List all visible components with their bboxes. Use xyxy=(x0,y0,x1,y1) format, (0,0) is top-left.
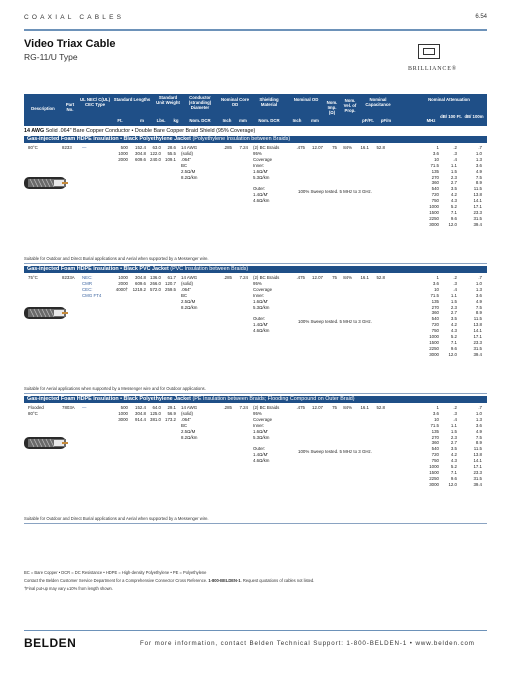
col-standard-length: Standard Lengths xyxy=(113,97,151,102)
cell-description: 80°C xyxy=(28,145,38,150)
col-velocity: Nom. Vel. of Prop. xyxy=(343,98,357,113)
section-band xyxy=(24,136,487,143)
cell-db-m: .7 1.0 1.3 3.6 4.9 7.5 8.9 11.5 13.8 14.1 17.1 23.3 31.5 39.4 xyxy=(473,145,482,227)
cell-db-m: .7 1.0 1.3 3.6 4.9 7.5 8.9 11.5 13.8 14.1 17.1 23.3 31.5 39.4 xyxy=(473,405,482,487)
table-header xyxy=(24,94,487,126)
application-note: Suitable for Aerial applications when supported by a Messenger wire and for Outdoor applications. xyxy=(24,386,206,391)
cable-illustration-icon xyxy=(24,151,68,227)
col-description: Description xyxy=(31,106,55,111)
col-weight-lbs: Lbs. xyxy=(156,118,166,123)
cell-core-inch: .285 xyxy=(223,145,232,150)
cell-ul-type: NEC: CMR CEC: CMG FT4 xyxy=(82,275,102,298)
product-subtitle: RG-11/U Type xyxy=(24,52,78,62)
top-divider xyxy=(24,29,487,31)
section-band-title: Gas-injected Foam HDPE Insulation • Black Polyethylene Jacket xyxy=(27,396,191,402)
cable-illustration-icon xyxy=(24,411,68,487)
cell-ul-type: — xyxy=(82,145,87,150)
bottom-divider xyxy=(24,630,487,631)
cell-shielding: (2) BC Braids 95% Coverage Inner: 1.6Ω/M’ 5.3Ω/km Outer: 1.4Ω/M’ 4.6Ω/km xyxy=(253,275,280,334)
cell-weight-kg: 61.7 120.7 259.5 xyxy=(165,275,176,292)
col-impedance: Nom. Imp. (Ω) xyxy=(326,100,338,115)
sweep-test-note: 100% Sweep tested. 5 MHz to 3 GHz. xyxy=(298,449,372,454)
contact-prefix: Contact the Belden Customer Service Department for a Comprehensive Connector Cross Reference. xyxy=(24,578,209,583)
conductor-awg: 14 AWG xyxy=(24,128,45,134)
cell-od-mm: 12.07 xyxy=(312,145,323,150)
cell-part-no: 8233 xyxy=(62,145,72,150)
section-divider xyxy=(24,523,487,524)
cell-cap-m: 52.8 xyxy=(376,405,385,410)
contact-suffix: . Request quotations of cables not listed. xyxy=(240,578,315,583)
col-conductor: Conductor (stranding) Diameter xyxy=(188,95,212,110)
section-band-title: Gas-injected Foam HDPE Insulation • Black PVC Jacket xyxy=(27,266,169,272)
col-cap-pf-ft: pF/Ft. xyxy=(362,118,374,123)
col-length-ft: Ft. xyxy=(117,118,123,123)
cell-weight-lbs: 136.0 266.0 572.0 xyxy=(150,275,161,292)
catalog-title: COAXIAL CABLES xyxy=(24,14,125,21)
cell-lengths-ft: 500 1000 2000 xyxy=(118,145,128,162)
section-band xyxy=(24,266,487,273)
cell-impedance: 75 xyxy=(332,275,337,280)
cell-lengths-m: 152.4 304.8 914.4 xyxy=(135,405,146,422)
cell-conductor: 14 AWG (solid) .064" BC 2.5Ω/M 8.2Ω/km xyxy=(181,145,198,180)
cell-cap-m: 52.8 xyxy=(376,275,385,280)
col-shielding: Shielding Material xyxy=(259,97,279,107)
cell-db-m: .7 1.0 1.3 3.6 4.9 7.5 8.9 11.5 13.8 14.1 17.1 23.3 31.5 39.4 xyxy=(473,275,482,357)
cell-od-inch: .475 xyxy=(296,275,305,280)
cell-conductor: 14 AWG (solid) .064" BC 2.5Ω/M 8.2Ω/km xyxy=(181,405,198,440)
cell-impedance: 75 xyxy=(332,405,337,410)
cell-weight-kg: 29.1 56.9 173.2 xyxy=(165,405,176,422)
cell-part-no: 7803A xyxy=(62,405,75,410)
col-core-od: Nominal Core OD xyxy=(221,97,249,107)
abbreviation-legend: BC = Bare Copper • DCR = DC Resistance • HDPE = High-density Polyethylene • PE = Polyethylene xyxy=(24,570,207,575)
cell-weight-lbs: 64.0 125.0 381.0 xyxy=(150,405,161,422)
conductor-summary-text: Solid .064" Bare Copper Conductor • Double Bare Copper Braid Shield (95% Coverage) xyxy=(44,128,256,134)
cell-weight-kg: 28.6 55.5 109.1 xyxy=(165,145,176,162)
col-shielding-dcr: Nom. DCR xyxy=(258,118,280,123)
cell-db-ft: .2 .3 .4 1.1 1.5 2.3 2.7 3.5 4.2 4.3 5.2 7.1 9.6 12.0 xyxy=(448,405,457,487)
cell-cap-ft: 16.1 xyxy=(360,145,369,150)
section-band-subtitle: (Polyethylene Insulation between Braids) xyxy=(190,136,291,142)
col-ul-type: UL NEC/ C(UL) CEC Type xyxy=(80,97,110,107)
cell-lengths-m: 152.4 304.8 609.6 xyxy=(135,145,146,162)
col-att-mhz: MHz xyxy=(426,118,436,123)
cell-od-mm: 12.07 xyxy=(312,275,323,280)
conductor-summary xyxy=(24,128,255,134)
col-weight-kg: kg xyxy=(173,118,179,123)
cell-mhz: 1 3.6 10 71.5 135 270 360 540 720 750 1000 1500 2250 3000 xyxy=(429,275,439,357)
cell-core-mm: 7.24 xyxy=(239,405,248,410)
col-nominal-od: Nominal OD xyxy=(293,97,319,102)
cell-db-ft: .2 .3 .4 1.1 1.5 2.3 2.7 3.5 4.2 4.3 5.2 7.1 9.6 12.0 xyxy=(448,145,457,227)
col-unit-weight: Standard Unit Weight xyxy=(156,95,180,105)
col-att-db-100m: dB/ 100m xyxy=(464,114,484,119)
contact-note xyxy=(24,578,314,583)
cell-velocity: 84% xyxy=(343,275,352,280)
cell-description: 75°C xyxy=(28,275,38,280)
cell-description: Flooded 80°C xyxy=(28,405,44,416)
section-divider xyxy=(24,393,487,394)
brilliance-logo-icon xyxy=(418,44,440,59)
cell-od-inch: .475 xyxy=(296,405,305,410)
col-od-inch: Inch xyxy=(292,118,302,123)
cell-lengths-m: 304.8 609.6 1219.2 xyxy=(132,275,146,292)
cell-cap-ft: 16.1 xyxy=(360,275,369,280)
cell-cap-m: 52.8 xyxy=(376,145,385,150)
cell-core-inch: .285 xyxy=(223,275,232,280)
page-number: 6.54 xyxy=(475,14,487,20)
cable-illustration-icon xyxy=(24,281,68,357)
section-band-title: Gas-injected Foam HDPE Insulation • Black Polyethylene Jacket xyxy=(27,136,191,142)
cell-db-ft: .2 .3 .4 1.1 1.5 2.3 2.7 3.5 4.2 4.3 5.2 7.1 9.6 12.0 xyxy=(448,275,457,357)
application-note: Suitable for Outdoor and Direct Burial applications and Aerial when supported by a Messenger wire. xyxy=(24,256,209,261)
section-band-subtitle: (PE Insulation between Braids; Flooding Compound on Outer Braid) xyxy=(190,396,355,402)
footer-tagline: For more information, contact Belden Technical Support: 1-800-BELDEN-1 • www.belden.com xyxy=(140,640,475,647)
col-part-no: Part No. xyxy=(65,102,75,112)
cell-od-mm: 12.07 xyxy=(312,405,323,410)
cell-shielding: (2) BC Braids 95% Coverage Inner: 1.6Ω/M’ 5.3Ω/km Outer: 1.4Ω/M’ 4.6Ω/km xyxy=(253,405,280,464)
cell-shielding: (2) BC Braids 95% Coverage Inner: 1.6Ω/M’ 5.3Ω/km Outer: 1.4Ω/M’ 4.6Ω/km xyxy=(253,145,280,204)
cell-weight-lbs: 63.0 122.0 240.0 xyxy=(150,145,161,162)
belden-logo: BELDEN xyxy=(24,636,77,650)
dagger-footnote: †Final put-up may vary ±10% from length shown. xyxy=(24,586,113,591)
product-title: Video Triax Cable xyxy=(24,38,116,50)
contact-phone: 1-800-BELDEN-1 xyxy=(208,578,241,583)
cell-cap-ft: 16.1 xyxy=(360,405,369,410)
cell-ul-type: — xyxy=(82,405,87,410)
cell-conductor: 14 AWG (solid) .064" BC 2.5Ω/M 8.2Ω/km xyxy=(181,275,198,310)
col-att-db-100ft: dB/ 100 Ft. xyxy=(440,114,462,119)
cell-core-inch: .285 xyxy=(223,405,232,410)
col-core-inch: Inch xyxy=(222,118,232,123)
application-note: Suitable for Outdoor and Direct Burial applications and Aerial when supported by a Messenger wire. xyxy=(24,516,209,521)
col-capacitance: Nominal Capacitance xyxy=(365,97,391,107)
cell-mhz: 1 3.6 10 71.5 135 270 360 540 720 750 1000 1500 2250 3000 xyxy=(429,405,439,487)
cell-impedance: 75 xyxy=(332,145,337,150)
col-attenuation: Nominal Attenuation xyxy=(428,97,470,102)
sweep-test-note: 100% Sweep tested. 5 MHz to 3 GHz. xyxy=(298,319,372,324)
section-band-subtitle: (PVC Insulation between Braids) xyxy=(168,266,249,272)
cell-velocity: 84% xyxy=(343,145,352,150)
col-core-mm: mm xyxy=(239,118,247,123)
cell-lengths-ft: 1000 2000 4000† xyxy=(115,275,128,292)
col-od-mm: mm xyxy=(311,118,319,123)
cell-core-mm: 7.24 xyxy=(239,275,248,280)
sweep-test-note: 100% Sweep tested. 5 MHz to 3 GHz. xyxy=(298,189,372,194)
col-cap-pf-m: pF/m xyxy=(380,118,392,123)
brand-name: BRILLIANCE® xyxy=(408,66,458,72)
cell-od-inch: .475 xyxy=(296,145,305,150)
cell-part-no: 8233A xyxy=(62,275,75,280)
section-divider xyxy=(24,263,487,264)
cell-velocity: 84% xyxy=(343,405,352,410)
col-conductor-dcr: Nom. DCR xyxy=(189,118,211,123)
cell-lengths-ft: 500 1000 3000 xyxy=(118,405,128,422)
col-length-m: m xyxy=(140,118,144,123)
section-band xyxy=(24,396,487,403)
cell-core-mm: 7.24 xyxy=(239,145,248,150)
cell-mhz: 1 3.6 10 71.5 135 270 360 540 720 750 1000 1500 2250 3000 xyxy=(429,145,439,227)
